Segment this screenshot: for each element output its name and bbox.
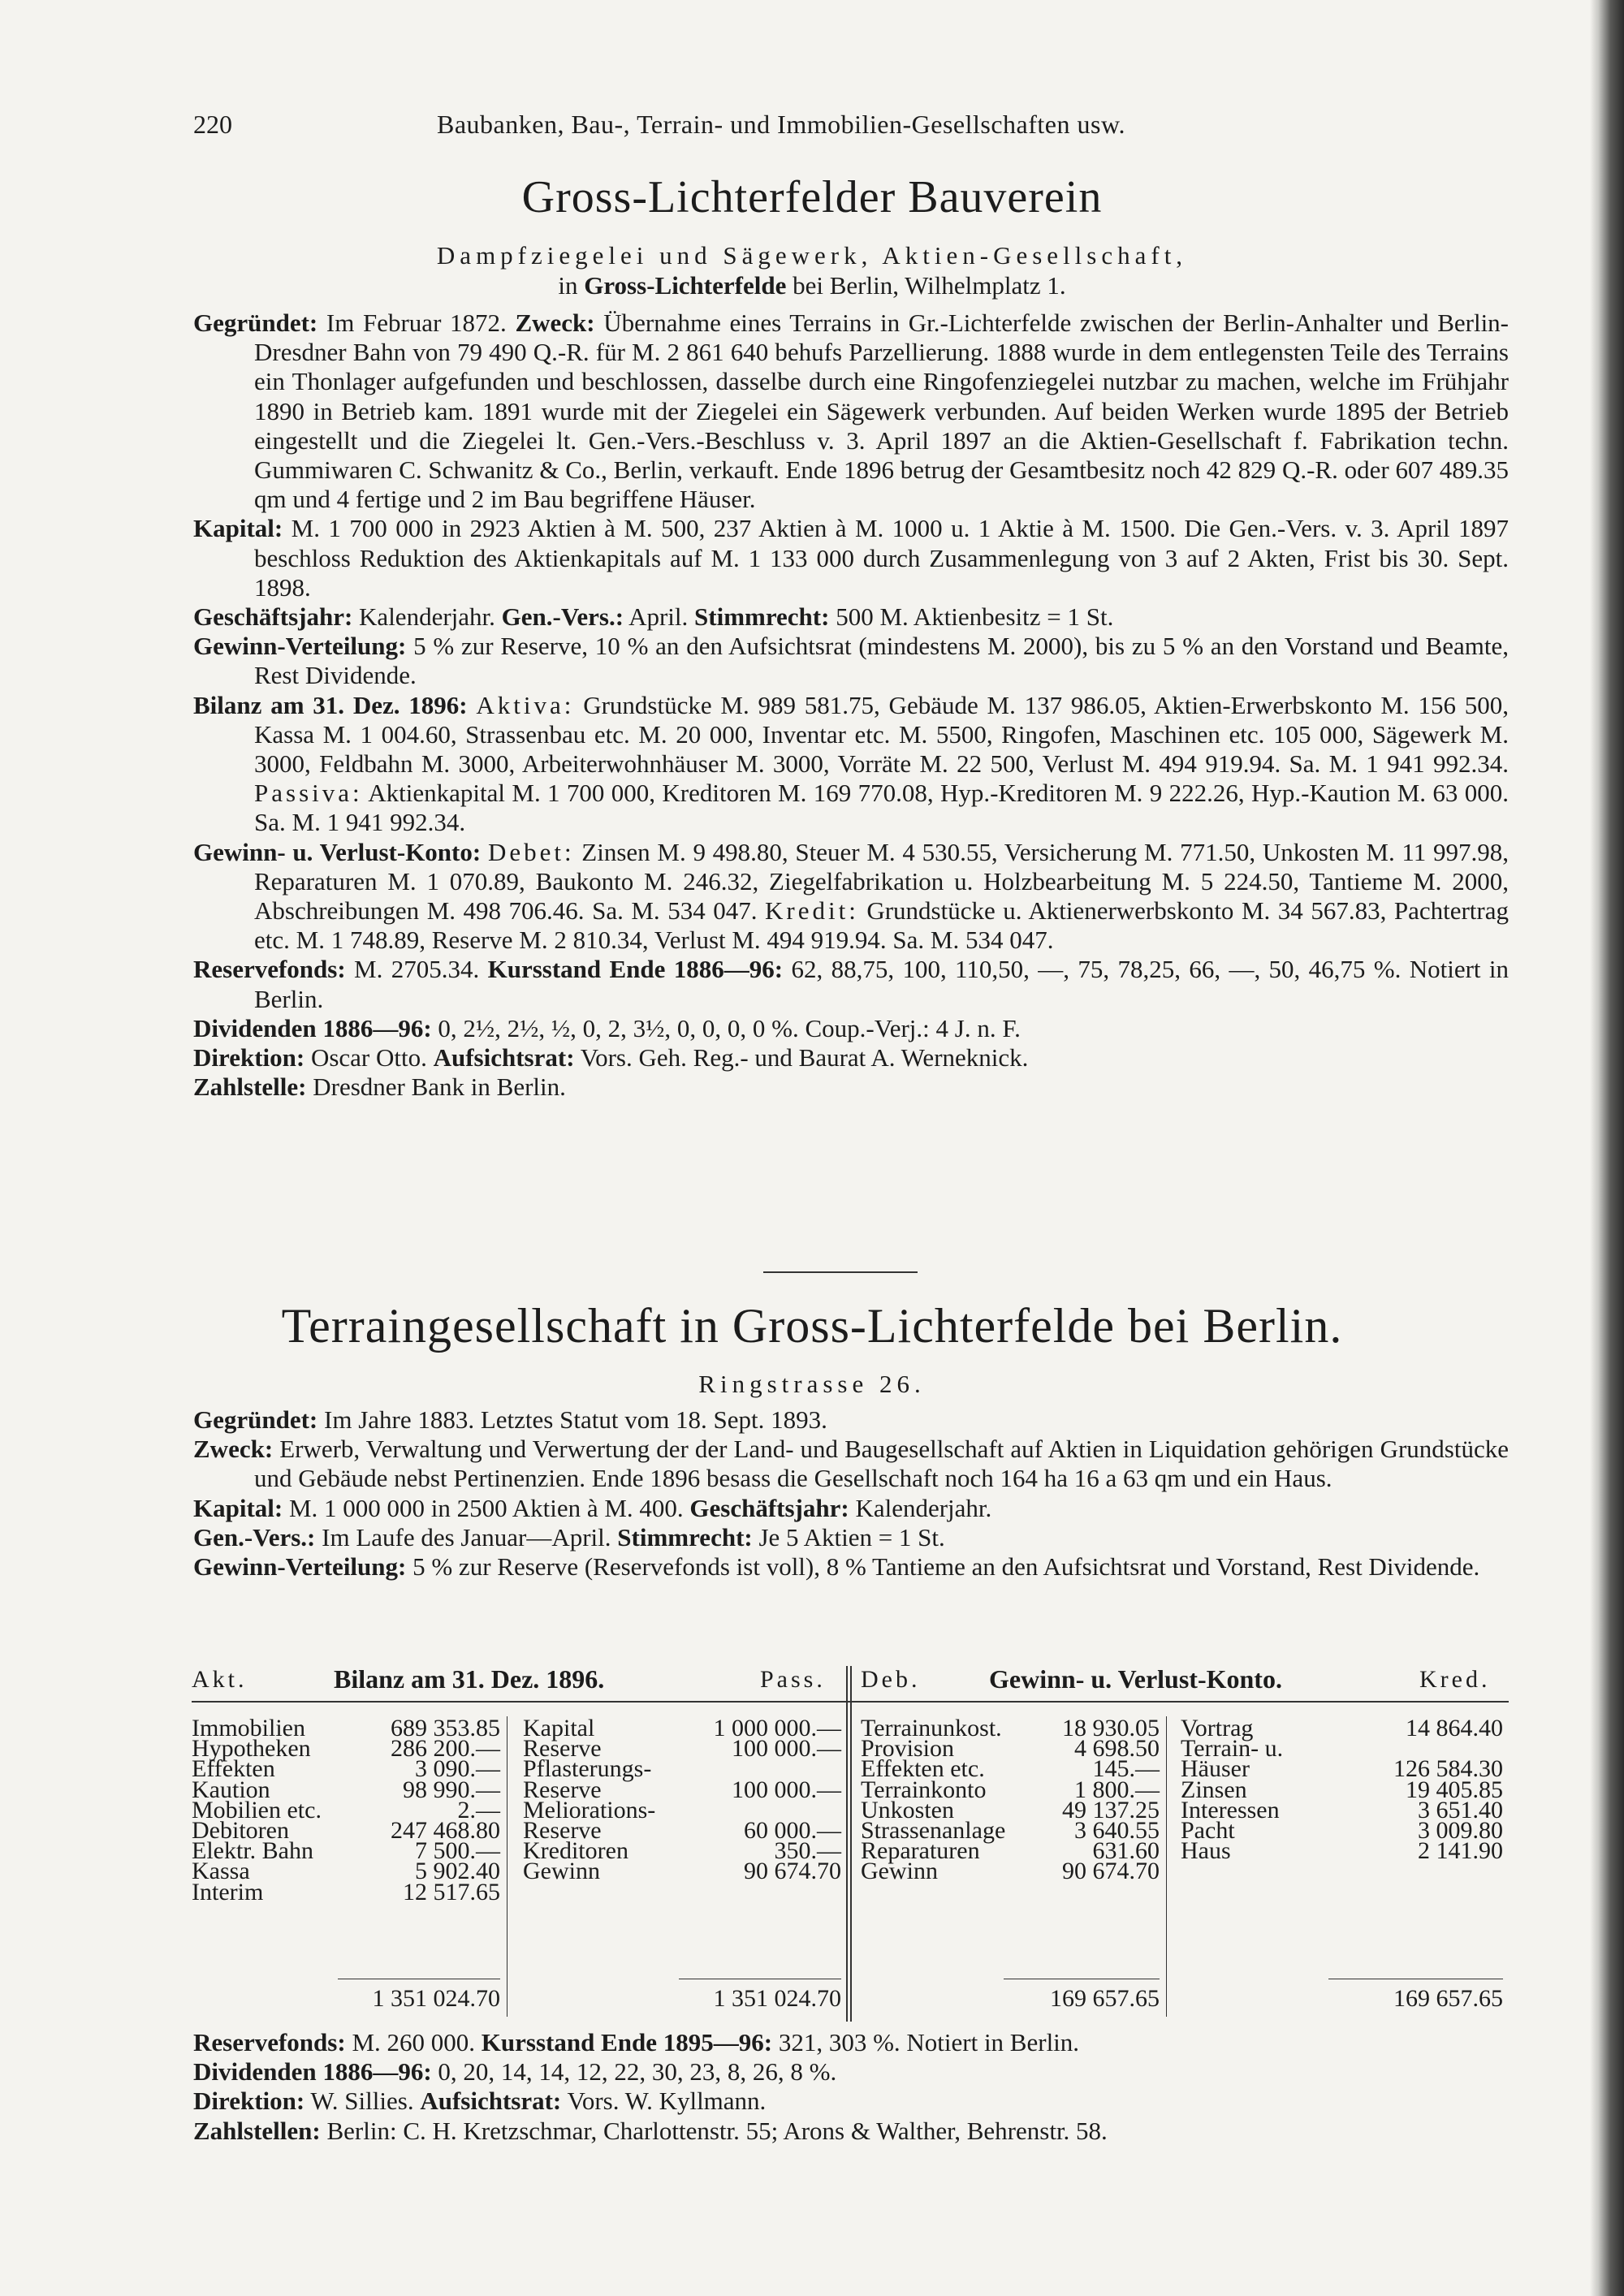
- bilanz-left-values: [338, 1715, 500, 1905]
- company1-subtitle: Dampfziegelei und Sägewerk, Aktien-Gesellschaft,: [436, 241, 1188, 270]
- company2-body: [193, 1405, 1509, 1582]
- table-cell: 3 640.55: [1074, 1816, 1160, 1844]
- table-cell: Gewinn: [523, 1858, 600, 1885]
- table-cell: Debitoren: [192, 1816, 289, 1844]
- table-cell: 2.—: [457, 1796, 500, 1823]
- company1-bilanz: Bilanz am 31. Dez. 1896: Aktiva: Grundstücke M. 989 581.75, Gebäude M. 137 986.05, Aktien-Erwerbskonto M. 156 500, Kassa M. 1 004.60, Strassenbau etc. M. 20 000, Inventar etc. M. 5500, Ringofen, Maschinen etc. 105 000, Sägewerk M. 3000, Feldbahn M. 3000, Arbeiterwohnhäuser M. 3000, Vorräte M. 22 500, Verlust M. 494 919.94. Sa. M. 1 941 992.34. Passiva: Aktienkapital M. 1 700 000, Kreditoren M. 169 770.08, Hyp.-Kreditoren M. 9 222.26, Hyp.-Kaution M. 63 000. Sa. M. 1 941 992.34.: [193, 690, 1510, 837]
- table-cell: Kaution: [192, 1776, 270, 1803]
- bilanz-right-labels: [523, 1715, 702, 1885]
- table-cell: 1 800.—: [1074, 1776, 1160, 1803]
- guv-title: Gewinn- u. Verlust-Konto.: [989, 1664, 1282, 1694]
- company2-reservefonds: Reservefonds: M. 260 000. Kursstand Ende 1895—96: 321, 303 %. Notiert in Berlin.: [193, 2028, 1080, 2056]
- guv-deb: Deb.: [861, 1666, 921, 1693]
- company1-title: Gross-Lichterfelder Bauverein: [521, 172, 1103, 222]
- table-cell: Effekten: [192, 1755, 275, 1783]
- table-cell: Mobilien etc.: [192, 1796, 322, 1823]
- company2-gen-vers: Gen.-Vers.: Im Laufe des Januar—April. Stimmrecht: Je 5 Aktien = 1 St.: [193, 1522, 945, 1552]
- company2-direktion: Direktion: W. Sillies. Aufsichtsrat: Vors. W. Kyllmann.: [193, 2087, 767, 2116]
- table-cell: Terrain- u.: [1181, 1735, 1284, 1763]
- table-cell: Vortrag: [1181, 1715, 1254, 1741]
- table-cell: Elektr. Bahn: [192, 1837, 313, 1865]
- table-cell: 12 517.65: [403, 1878, 500, 1905]
- table-cell: Pflasterungs-: [523, 1755, 652, 1783]
- table-cell: 247 468.80: [391, 1816, 500, 1844]
- table-cell: Strassenanlage: [861, 1816, 1006, 1844]
- table-cell: 14 864.40: [1406, 1715, 1503, 1741]
- table-cell: Reserve: [523, 1735, 602, 1763]
- company2-kapital: Kapital: M. 1 000 000 in 2500 Aktien à M. 400. Geschäftsjahr: Kalenderjahr.: [193, 1493, 992, 1522]
- company1-geschaeftsjahr: Geschäftsjahr: Kalenderjahr. Gen.-Vers.: April. Stimmrecht: 500 M. Aktienbesitz = 1 St.: [193, 602, 1114, 632]
- table-cell: Zinsen: [1181, 1776, 1247, 1803]
- table-cell: 3 009.80: [1418, 1816, 1503, 1844]
- table-cell: 100 000.—: [732, 1776, 841, 1803]
- page-number: 220: [193, 110, 232, 139]
- table-cell: Haus: [1181, 1837, 1231, 1865]
- table-cell: Reserve: [523, 1776, 602, 1803]
- bilanz-mid-rule: [507, 1716, 508, 2017]
- table-cell: Kassa: [192, 1858, 250, 1885]
- company2-gewinn-verteilung: Gewinn-Verteilung: 5 % zur Reserve (Reservefonds ist voll), 8 % Tantieme an den Aufsichtsrat und Vorstand, Rest Dividende.: [193, 1552, 1480, 1582]
- table-cell: 18 930.05: [1062, 1715, 1160, 1741]
- table-cell: Kreditoren: [523, 1837, 628, 1865]
- table-cell: Terrainkonto: [861, 1776, 987, 1803]
- company2-footer: [193, 2028, 1509, 2146]
- table-cell: 60 000.—: [744, 1816, 841, 1844]
- table-cell: Häuser: [1181, 1755, 1250, 1783]
- guv-mid-rule: [1166, 1716, 1167, 2017]
- company1-gewinn-verlust: Gewinn- u. Verlust-Konto: Debet: Zinsen M. 9 498.80, Steuer M. 4 530.55, Versicherung M. 771.50, Unkosten M. 11 997.98, Reparaturen M. 1 070.89, Baukonto M. 246.32, Ziegelfabrikation u. Holzbearbeitung M. 5 224.50, Tantieme M. 2000, Abschreibungen M. 498 706.46. Sa. M. 534 047. Kredit: Grundstücke u. Aktienerwerbskonto M. 34 567.83, Pachtertrag etc. M. 1 748.89, Reserve M. 2 810.34, Verlust M. 494 919.94. Sa. M. 534 047.: [193, 837, 1510, 955]
- table-cell: Interim: [192, 1878, 264, 1905]
- table-cell: 631.60: [1092, 1837, 1160, 1865]
- bilanz-pass: Pass.: [760, 1666, 826, 1693]
- tables-divider-double: [850, 1666, 852, 2022]
- table-cell: 145.—: [1092, 1755, 1160, 1783]
- table-cell: Reserve: [523, 1816, 602, 1844]
- bilanz-left-labels: [192, 1715, 354, 1905]
- company1-body: [193, 309, 1509, 1102]
- table-cell: Kapital: [523, 1715, 595, 1741]
- table-cell: Effekten etc.: [861, 1755, 985, 1783]
- table-cell: 350.—: [774, 1837, 841, 1865]
- bilanz-akt: Akt.: [192, 1666, 248, 1693]
- company1-location-city: Gross-Lichterfelde: [584, 271, 787, 300]
- company1-gewinn-verteilung: Gewinn-Verteilung: 5 % zur Reserve, 10 % an den Aufsichtsrat (mindestens M. 2000), bis zu 5 % an den Vorstand und Beamte, Rest Dividende.: [193, 632, 1509, 690]
- tables-divider: [846, 1666, 848, 2022]
- running-title: Baubanken, Bau-, Terrain- und Immobilien-Gesellschaften usw.: [437, 110, 1125, 139]
- table-cell: 90 674.70: [744, 1858, 841, 1885]
- bilanz-left-total: 1 351 024.70: [372, 1985, 500, 2012]
- table-cell: 98 990.—: [403, 1776, 500, 1803]
- table-cell: 126 584.30: [1393, 1755, 1503, 1783]
- company1-location: in Gross-Lichterfelde bei Berlin, Wilhelmplatz 1.: [558, 271, 1066, 300]
- table-cell: Provision: [861, 1735, 955, 1763]
- guv-right-total: 169 657.65: [1393, 1985, 1503, 2012]
- company1-reservefonds: Reservefonds: M. 2705.34. Kursstand Ende 1886—96: 62, 88,75, 100, 110,50, —, 75, 78,25, 66, —, 50, 46,75 %. Notiert in Berlin.: [193, 955, 1509, 1013]
- table-cell: 4 698.50: [1074, 1735, 1160, 1763]
- guv-left-values: [1004, 1715, 1160, 1885]
- company2-title: Terraingesellschaft in Gross-Lichterfelde bei Berlin.: [281, 1299, 1343, 1353]
- bilanz-title: Bilanz am 31. Dez. 1896.: [334, 1664, 605, 1694]
- company2-dividenden: Dividenden 1886—96: 0, 20, 14, 14, 12, 22, 30, 23, 8, 26, 8 %.: [193, 2057, 837, 2087]
- table-cell: 3 651.40: [1418, 1796, 1503, 1823]
- guv-kred: Kred.: [1419, 1666, 1491, 1693]
- table-cell: Reparaturen: [861, 1837, 980, 1865]
- table-cell: Immobilien: [192, 1715, 305, 1741]
- company2-accounts-tables: [192, 1666, 1509, 2022]
- table-cell: 1 000 000.—: [713, 1715, 841, 1741]
- table-cell: 2 141.90: [1418, 1837, 1503, 1865]
- company2-gegruendet: Gegründet: Im Jahre 1883. Letztes Statut vom 18. Sept. 1893.: [193, 1405, 827, 1434]
- table-cell: Interessen: [1181, 1796, 1280, 1823]
- guv-left-total: 169 657.65: [1050, 1985, 1160, 2012]
- table-cell: Meliorations-: [523, 1796, 656, 1823]
- table-cell: 90 674.70: [1062, 1858, 1160, 1885]
- table-cell: Unkosten: [861, 1796, 954, 1823]
- table-cell: Gewinn: [861, 1858, 938, 1885]
- guv-right-labels: [1181, 1715, 1343, 1865]
- table-cell: Pacht: [1181, 1816, 1235, 1844]
- company2-zahlstellen: Zahlstellen: Berlin: C. H. Kretzschmar, Charlottenstr. 55; Arons & Walther, Behrenstr. 58.: [193, 2116, 1108, 2145]
- table-cell: Hypotheken: [192, 1735, 311, 1763]
- company1-gegruendet-zweck: Gegründet: Im Februar 1872. Zweck: Übernahme eines Terrains in Gr.-Lichterfelde zwischen der Berlin-Anhalter und Berlin-Dresdner Bahn von 79 490 Q.-R. für M. 2 861 640 behufs Parzellierung. 1888 wurde in dem entlegensten Teile des Terrains ein Thonlager aufgefunden und beschlossen, dasselbe durch eine Ringofenziegelei nutzbar zu machen, welche im Frühjahr 1890 in Betrieb kam. 1891 wurde mit der Ziegelei ein Sägewerk verbunden. Auf beiden Werken wurde 1895 der Betrieb eingestellt und die Ziegelei lt. Gen.-Vers.-Beschluss v. 3. April 1897 an die Aktien-Gesellschaft f. Fabrikation techn. Gummiwaren C. Schwanitz & Co., Berlin, verkauft. Ende 1896 betrug der Gesamtbesitz noch 42 829 Q.-R. oder 607 489.35 qm und 4 fertige und 2 im Bau begriffene Häuser.: [193, 309, 1509, 514]
- company1-zahlstelle: Zahlstelle: Dresdner Bank in Berlin.: [193, 1072, 566, 1102]
- table-cell: 3 090.—: [415, 1755, 500, 1783]
- table-cell: 7 500.—: [415, 1837, 500, 1865]
- table-cell: 689 353.85: [391, 1715, 500, 1741]
- company1-direktion: Direktion: Oscar Otto. Aufsichtsrat: Vors. Geh. Reg.- und Baurat A. Werneknick.: [193, 1043, 1029, 1072]
- section-divider: [763, 1271, 918, 1273]
- company1-dividenden: Dividenden 1886—96: 0, 2½, 2½, ½, 0, 2, 3½, 0, 0, 0, 0 %. Coup.-Verj.: 4 J. n. F.: [193, 1013, 1021, 1042]
- company2-zweck: Zweck: Erwerb, Verwaltung und Verwertung der der Land- und Baugesellschaft auf Aktien in Liquidation gehörigen Grundstücke und Gebäude nebst Pertinenzien. Ende 1896 besass die Gesellschaft noch 164 ha 16 a 63 qm und ein Haus.: [193, 1435, 1509, 1493]
- table-cell: 49 137.25: [1062, 1796, 1160, 1823]
- company2-subtitle: Ringstrasse 26.: [698, 1370, 926, 1398]
- table-cell: 286 200.—: [391, 1735, 500, 1763]
- table-cell: 5 902.40: [415, 1858, 500, 1885]
- table-cell: Terrainunkost.: [861, 1715, 1002, 1741]
- table-cell: 100 000.—: [732, 1735, 841, 1763]
- page-edge-shadow: [1590, 0, 1624, 2296]
- guv-right-values: [1328, 1715, 1503, 1865]
- company1-kapital: Kapital: M. 1 700 000 in 2923 Aktien à M. 500, 237 Aktien à M. 1000 u. 1 Aktie à M. 1500. Die Gen.-Vers. v. 3. April 1897 beschloss Reduktion des Aktienkapitals auf M. 1 133 000 durch Zusammenlegung von 3 auf 2 Akten, Frist bis 30. Sept. 1898.: [193, 514, 1509, 602]
- bilanz-right-total: 1 351 024.70: [713, 1985, 841, 2012]
- bilanz-right-values: [679, 1715, 841, 1885]
- table-cell: 19 405.85: [1406, 1776, 1503, 1803]
